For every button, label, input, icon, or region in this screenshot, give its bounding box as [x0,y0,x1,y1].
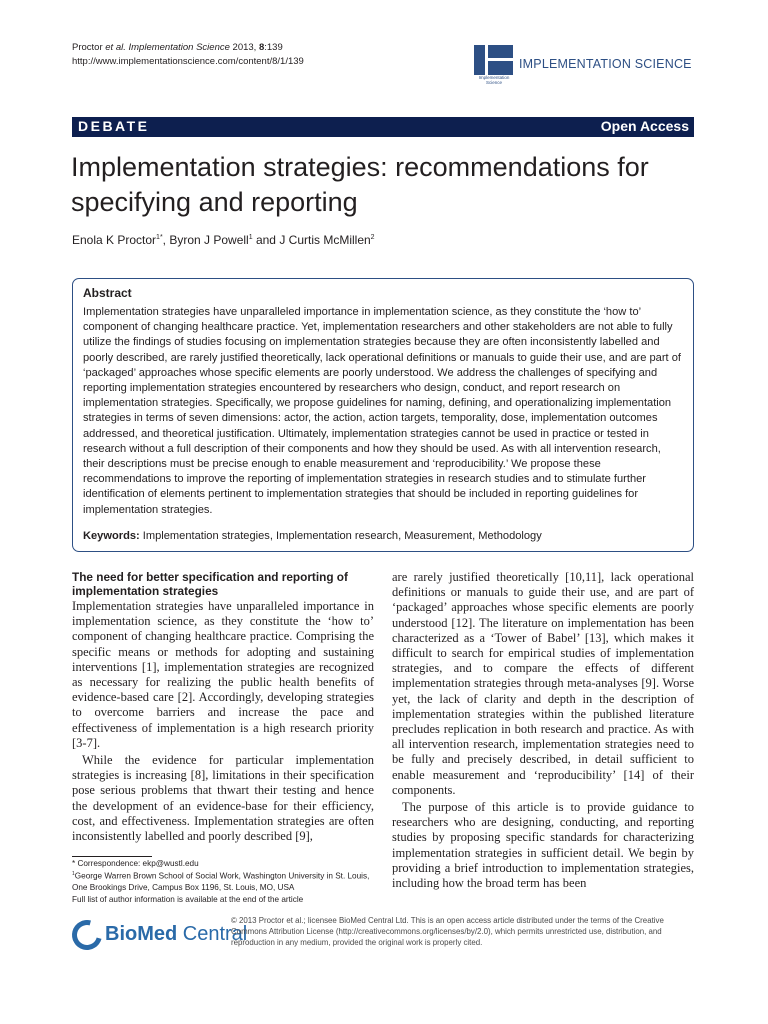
body-column-right [392,570,694,891]
body-paragraph: are rarely justified theoretically [10,11], lack operational definitions or manuals to guide their use, and are part of ‘packaged’ approaches whose specific elements are poorly understood [12]. The literature on implementation has been characterized as a ‘Tower of Babel’ [13], which makes it difficult to search for empirical studies of implementation strategies, and to compare the effects of different implementation strategies through meta-analyses [9]. Worse yet, the lack of clarity and depth in the description of implementation strategies within the published literature precludes replication in both research and practice. As with all intervention research, implementation strategies need to be fully and precisely described, in detail sufficient to enable measurement and ‘reproducibility’ [14] of their components. [392,570,694,797]
author-affiliation-mark: 1 [248,234,253,241]
affiliation-note: $^1$George Warren Brown School of Social Work, Washington University in St. Louis, One Brookings Drive, Campus Box 1196, St. Louis, MO, USA [72,871,370,893]
keywords-line [83,530,542,542]
author-name[interactable]: J Curtis McMillen [279,233,371,247]
open-access-label: Open Access [600,118,689,134]
citation-header [72,41,304,69]
biomed-central-logo [72,916,248,956]
article-url[interactable]: http://www.implementationscience.com/content/8/1/139 [72,56,304,67]
journal-logo [474,45,698,87]
copyright-notice: © 2013 Proctor et al.; licensee BioMed Central Ltd. This is an open access article distributed under the terms of the Creative Commons Attribution License (http://creativecommons.org/licenses/by/2.0), which permits unrestricted use, distribution, and reproduction in any medium, provided the original work is properly cited. [231,916,664,947]
footnotes [72,858,374,905]
biomed-central-swoosh-icon [67,915,108,956]
footnote-divider [72,856,152,857]
author-name[interactable]: Enola K Proctor [72,233,157,247]
body-paragraph: The purpose of this article is to provide guidance to researchers who are designing, conducting, and reporting studies by proposing specific standards for characterizing implementation strategies in sufficient detail. We begin by providing a brief introduction to implementation strategies, including how the broad term has been [392,800,694,891]
author-affiliation-mark: 2 [370,234,375,241]
body-paragraph: While the evidence for particular implementation strategies is increasing [8], limitations in their specification pose serious problems that thwart their testing and hence the development of an evidence-base for their efficiency, cost, and effectiveness. Implementation strategies are often inconsistently labelled and poorly described [9], [72,753,374,844]
publisher-name: BioMed Central [105,923,248,945]
author-info-note: Full list of author information is available at the end of the article [72,894,304,904]
implementation-science-logo-icon [474,45,513,75]
body-paragraph: Implementation strategies have unparalleled importance in implementation science, as they constitute the ‘how to’ component of changing healthcare practice. Comprising the specific means or methods for adopting and sustaining interventions [1], implementation strategies are recognized as necessary for realizing the public health benefits of evidence-based care [2]. Accordingly, developing strategies to overcome barriers and increase the pace and effectiveness of implementation is a high research priority [3-7]. [72,599,374,750]
logo-caption: Implementation Science [478,75,510,85]
body-column-left [72,570,374,844]
author-affiliation-mark: 1* [156,234,163,241]
author-list: Enola K Proctor$^{1*}$, Byron J Powell$^1$ and J Curtis McMillen$^2$ [72,233,375,247]
section-heading: The need for better specification and reporting of implementation strategies [72,570,348,598]
article-type-label: DEBATE [78,118,150,134]
keywords-label: Keywords: [83,530,140,542]
citation-line: Proctor et al. Implementation Science 2013, 8:139 [72,42,283,53]
abstract-heading: Abstract [83,286,132,300]
abstract-text: Implementation strategies have unparalleled importance in implementation science, as they constitute the ‘how to’ component of changing healthcare practice. Yet, implementation researchers and other stakeholders are not able to fully utilize the findings of studies focusing on implementation strategies because they are often inconsistently labelled and poorly described, are rarely justified theoretically, lack operational definitions or manuals to guide their use, and are part of ‘packaged’ approaches whose specific elements are poorly understood. We address the challenges of specifying and reporting implementation strategies encountered by researchers who design, conduct, and report research on implementation strategies. Specifically, we propose guidelines for naming, defining, and operationalizing implementation strategies in terms of seven dimensions: actor, the action, action targets, temporality, dose, implementation outcomes addressed, and theoretical justification. Ultimately, implementation strategies cannot be used in practice or tested in research without a full description of their components and how they should be used. As with all intervention research, their descriptions must be precise enough to enable measurement and ‘reproducibility.’ We propose these recommendations to improve the reporting of implementation strategies in research studies and to stimulate further identification of elements pertinent to implementation strategies that should be included in reporting guidelines for implementation strategies. [83,306,681,516]
author-name[interactable]: Byron J Powell [169,233,249,247]
article-type-bar [72,117,694,137]
abstract-box [72,278,694,552]
journal-name: IMPLEMENTATION SCIENCE [519,57,692,71]
article-title: Implementation strategies: recommendations for specifying and reporting [71,152,649,217]
correspondence-note: * Correspondence: ekp@wustl.edu [72,859,199,868]
keywords-list: Implementation strategies, Implementation research, Measurement, Methodology [139,530,542,542]
